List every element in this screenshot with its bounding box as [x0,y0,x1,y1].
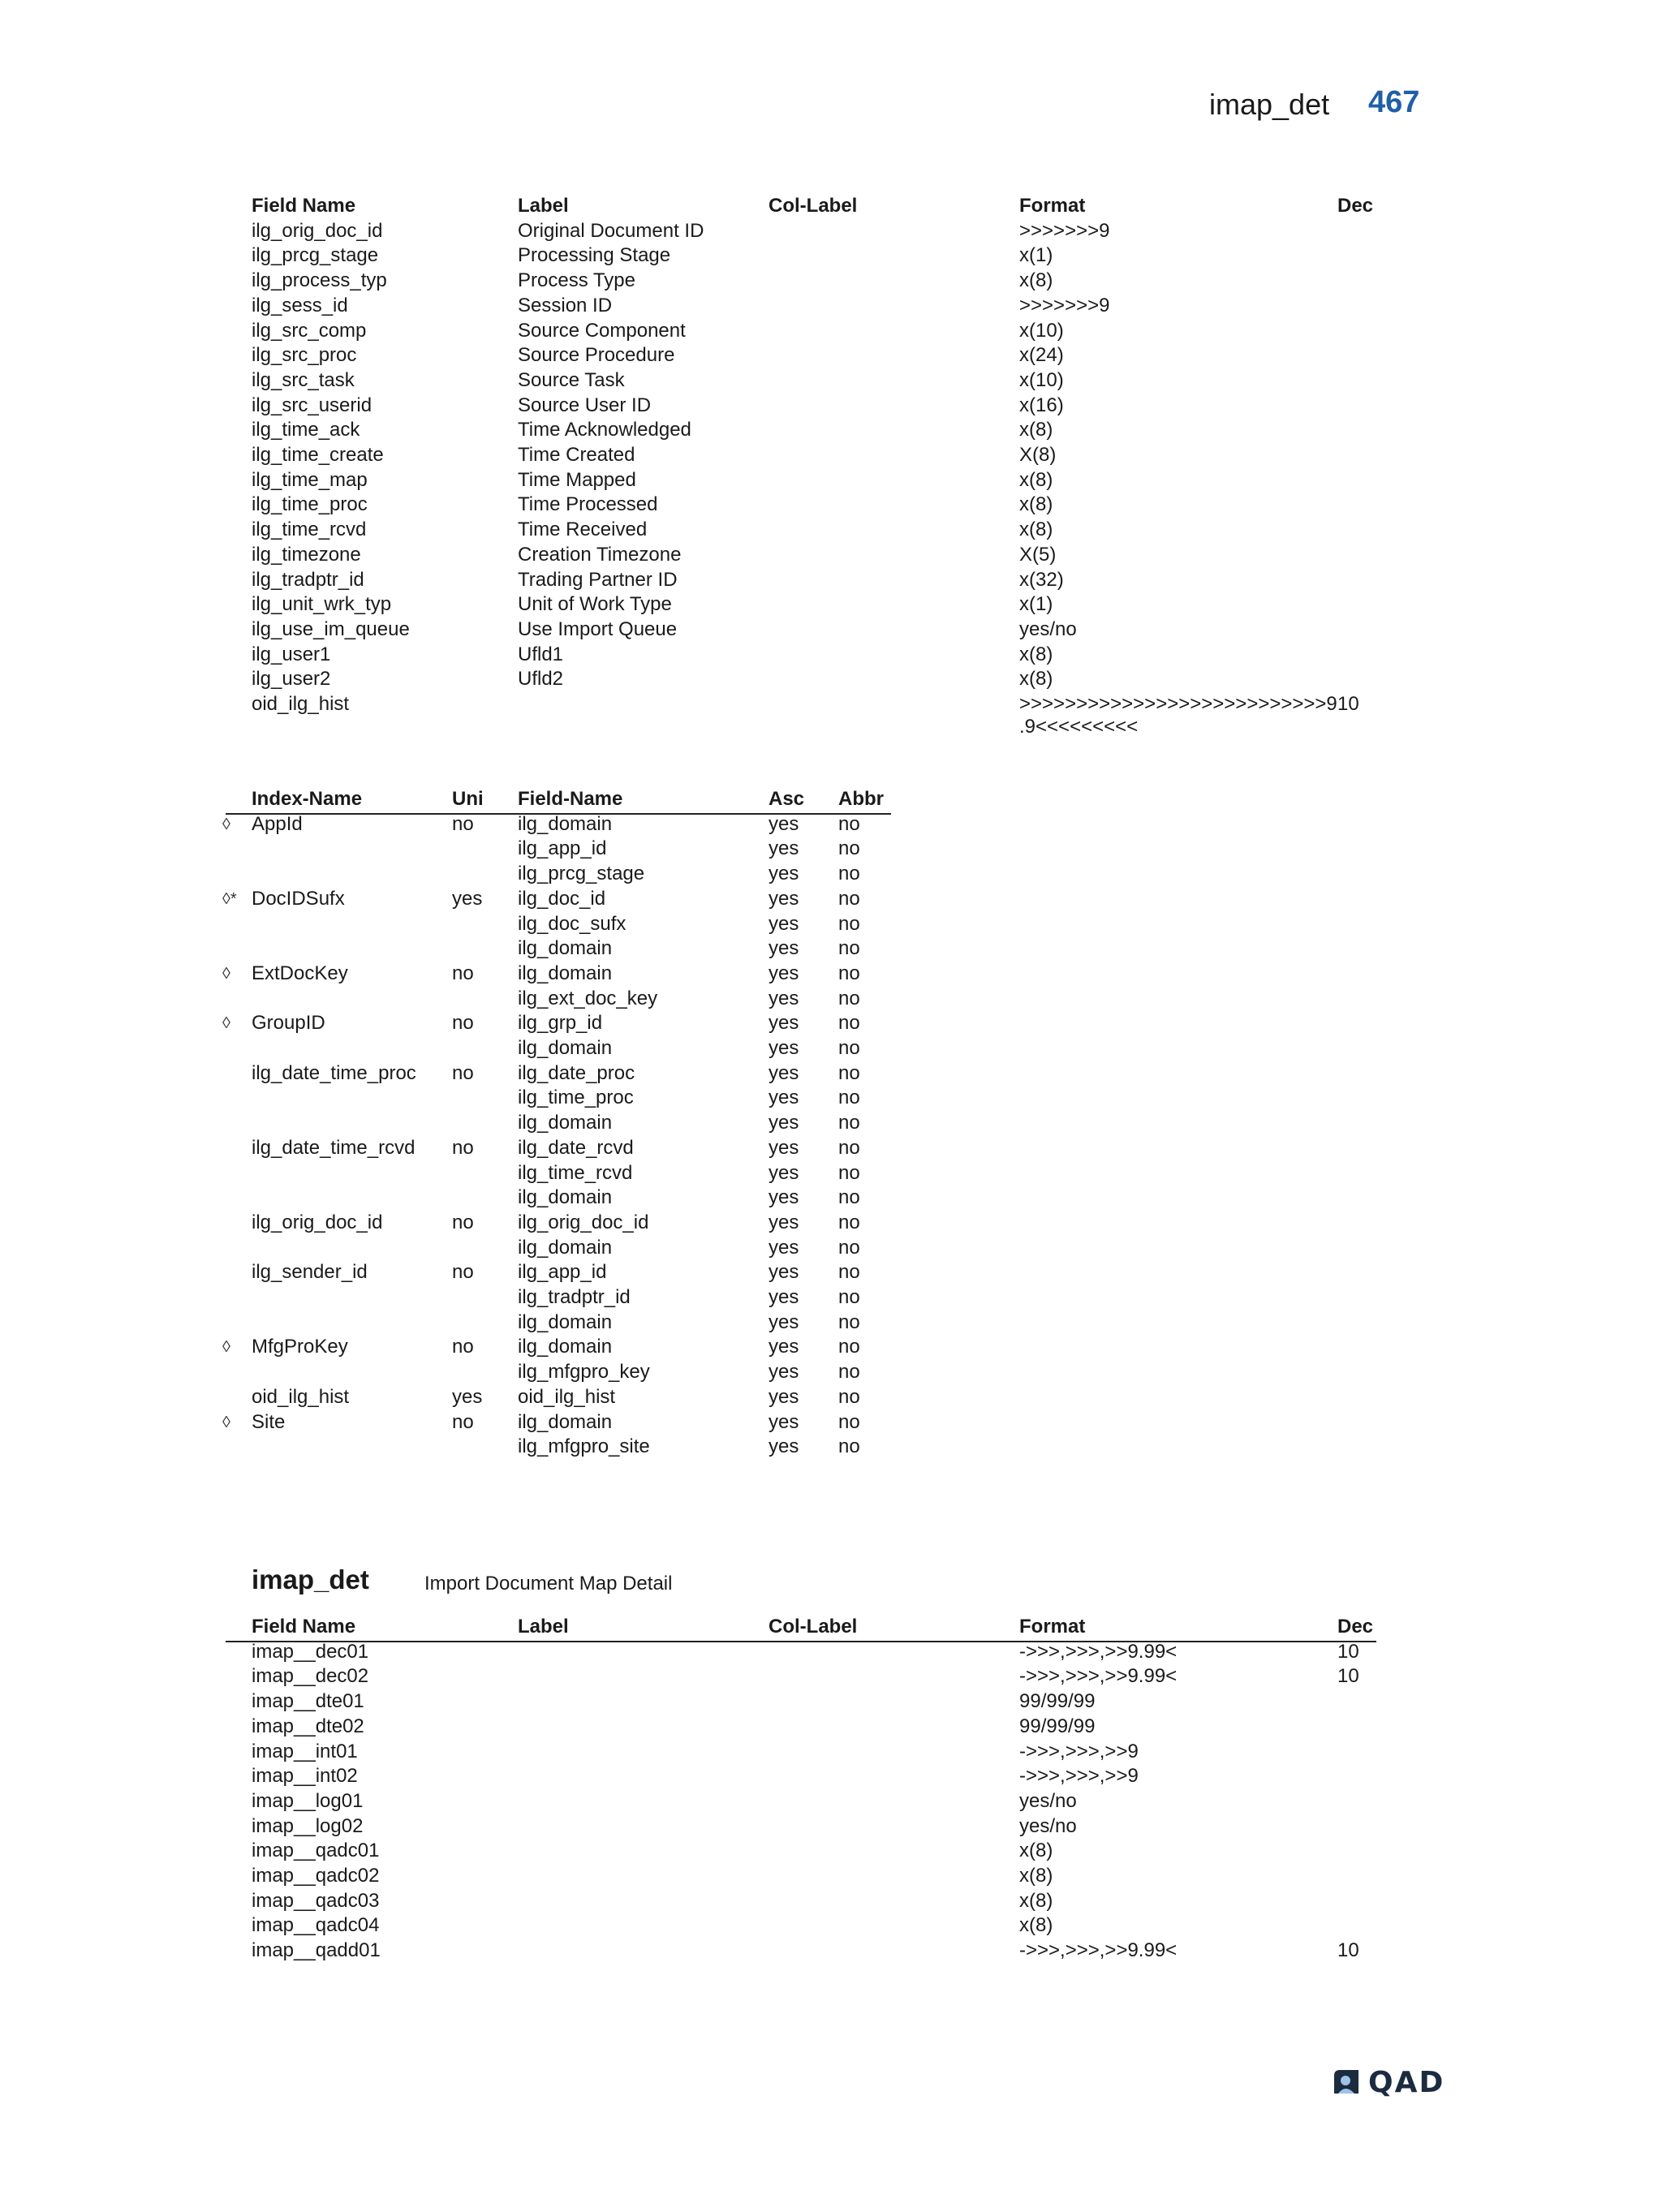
index-field-name: ilg_domain [518,1037,613,1059]
index-field-name: ilg_orig_doc_id [518,1211,649,1233]
field-format: ->>>,>>>,>>9 [1019,1740,1139,1762]
field-name: ilg_src_proc [252,344,357,367]
field-label: Time Acknowledged [518,419,691,441]
index-ascending: yes [769,1261,799,1284]
column-header-field-format: Format [1019,195,1086,217]
column-header-field-label: Label [518,1616,569,1637]
index-field-name: ilg_domain [518,1336,613,1358]
field-name: ilg_prcg_stage [252,244,379,267]
field-name: imap__dte02 [252,1715,364,1737]
index-field-name: oid_ilg_hist [518,1385,616,1408]
column-header-field-label: Label [518,195,569,217]
field-label: Time Processed [518,493,658,516]
index-abbreviated: no [838,912,860,935]
page-number: 467 [1368,85,1420,119]
index-ascending: yes [769,1087,799,1109]
index-abbreviated: no [838,1410,860,1433]
column-header-field-col-label: Col-Label [769,1616,858,1637]
column-header-abbreviated: Abbr [838,788,884,810]
field-label: Trading Partner ID [518,568,678,591]
qad-logo [1331,2068,1449,2100]
index-ascending: yes [769,1186,799,1209]
index-field-name: ilg_time_rcvd [518,1161,633,1184]
index-ascending: yes [769,837,799,860]
index-abbreviated: no [838,1310,860,1333]
field-name: ilg_time_ack [252,419,360,441]
index-name: ExtDocKey [252,962,348,984]
field-format: x(8) [1019,519,1053,541]
field-format: x(24) [1019,344,1064,367]
field-format: ->>>,>>>,>>9.99< [1019,1640,1178,1663]
index-name: ilg_date_time_rcvd [252,1136,416,1159]
field-format: x(32) [1019,568,1064,591]
index-abbreviated: no [838,1211,860,1233]
field-label: Source Component [518,319,686,342]
index-abbreviated: no [838,1112,860,1134]
index-unique: no [452,1061,474,1084]
field-name: ilg_src_userid [252,394,372,416]
field-label: Unit of Work Type [518,593,672,616]
header-rule [226,1641,1376,1642]
index-abbreviated: no [838,1012,860,1035]
field-format: yes/no [1019,618,1077,640]
column-header-index-name: Index-Name [252,788,363,810]
index-ascending: yes [769,1136,799,1159]
index-field-name: ilg_grp_id [518,1012,603,1035]
index-unique: no [452,1410,474,1433]
index-field-name: ilg_domain [518,937,613,960]
field-label: Processing Stage [518,244,671,267]
field-label: Process Type [518,269,635,292]
field-name: ilg_time_rcvd [252,519,367,541]
index-field-name: ilg_app_id [518,837,607,860]
index-field-name: ilg_doc_id [518,887,606,910]
field-format: x(8) [1019,643,1053,665]
field-format: x(8) [1019,493,1053,516]
index-field-name: ilg_date_proc [518,1061,635,1084]
field-format: >>>>>>>>>>>>>>>>>>>>>>>>>>>9 [1019,693,1337,715]
index-ascending: yes [769,1112,799,1134]
field-name: imap__qadc03 [252,1889,380,1912]
index-ascending: yes [769,937,799,960]
field-format: ->>>,>>>,>>9.99< [1019,1939,1178,1962]
qad-logo-text: QAD [1368,2066,1445,2099]
field-name: ilg_user2 [252,668,331,691]
index-abbreviated: no [838,1136,860,1159]
field-format: ->>>,>>>,>>9 [1019,1765,1139,1788]
index-abbreviated: no [838,1236,860,1259]
field-format: 99/99/99 [1019,1690,1096,1713]
index-field-name: ilg_tradptr_id [518,1286,631,1308]
index-abbreviated: no [838,1336,860,1358]
index-ascending: yes [769,1037,799,1059]
field-name: ilg_orig_doc_id [252,219,383,242]
field-format: x(8) [1019,1889,1053,1912]
field-format: X(5) [1019,543,1057,566]
field-name: imap__dec01 [252,1640,369,1663]
field-name: imap__qadc01 [252,1840,380,1862]
index-field-name: ilg_domain [518,1236,613,1259]
index-marker: ◊* [222,889,237,908]
index-field-name: ilg_domain [518,962,613,984]
index-abbreviated: no [838,1087,860,1109]
index-abbreviated: no [838,1186,860,1209]
field-format: x(8) [1019,1840,1053,1862]
field-label: Creation Timezone [518,543,682,566]
index-field-name: ilg_domain [518,1410,613,1433]
field-name: imap__qadc02 [252,1865,380,1887]
index-abbreviated: no [838,962,860,984]
field-format: X(8) [1019,444,1057,466]
table-description: Import Document Map Detail [424,1573,673,1594]
column-header-unique: Uni [452,788,484,810]
index-field-name: ilg_domain [518,1112,613,1134]
field-format: ->>>,>>>,>>9.99< [1019,1665,1178,1688]
field-name: ilg_process_typ [252,269,387,292]
index-marker: ◊ [222,1338,230,1357]
index-abbreviated: no [838,887,860,910]
field-label: Source User ID [518,394,652,416]
index-ascending: yes [769,987,799,1009]
index-abbreviated: no [838,1261,860,1284]
index-field-name: ilg_domain [518,1310,613,1333]
field-name: ilg_timezone [252,543,361,566]
index-ascending: yes [769,887,799,910]
index-field-name: ilg_app_id [518,1261,607,1284]
field-name: ilg_sess_id [252,294,348,316]
field-name: imap__dte01 [252,1690,364,1713]
index-marker: ◊ [222,815,230,833]
index-unique: no [452,1336,474,1358]
field-format: 99/99/99 [1019,1715,1096,1737]
page-header [1209,85,1420,128]
field-format: x(1) [1019,593,1053,616]
index-ascending: yes [769,1012,799,1035]
index-abbreviated: no [838,1161,860,1184]
index-ascending: yes [769,1361,799,1384]
field-name: imap__log02 [252,1814,364,1837]
field-format: x(8) [1019,668,1053,691]
index-name: ilg_date_time_proc [252,1061,416,1084]
index-field-name: ilg_domain [518,1186,613,1209]
index-abbreviated: no [838,1385,860,1408]
field-name: ilg_time_proc [252,493,368,516]
field-name: ilg_time_map [252,468,368,491]
index-ascending: yes [769,1161,799,1184]
field-name: ilg_src_task [252,368,355,391]
field-name: imap__dec02 [252,1665,369,1688]
index-abbreviated: no [838,1286,860,1308]
index-field-name: ilg_domain [518,812,613,835]
field-format: yes/no [1019,1789,1077,1812]
field-dec: 10 [1337,1939,1359,1962]
column-header-field-dec: Dec [1337,1616,1374,1637]
field-label: Time Created [518,444,635,466]
index-unique: no [452,1261,474,1284]
index-name: ilg_sender_id [252,1261,368,1284]
field-name: imap__log01 [252,1789,364,1812]
field-name: imap__int02 [252,1765,358,1788]
index-abbreviated: no [838,837,860,860]
column-header-field-name: Field-Name [518,788,623,810]
index-ascending: yes [769,1336,799,1358]
index-ascending: yes [769,1435,799,1458]
index-abbreviated: no [838,812,860,835]
column-header-field-format: Format [1019,1616,1086,1637]
column-header-field-col-label: Col-Label [769,195,858,217]
index-field-name: ilg_date_rcvd [518,1136,634,1159]
index-ascending: yes [769,912,799,935]
field-label: Source Task [518,368,625,391]
field-name: ilg_use_im_queue [252,618,410,640]
index-ascending: yes [769,1410,799,1433]
index-abbreviated: no [838,863,860,885]
index-ascending: yes [769,1286,799,1308]
index-abbreviated: no [838,1037,860,1059]
index-field-name: ilg_prcg_stage [518,863,645,885]
field-name: ilg_tradptr_id [252,568,364,591]
field-name: ilg_src_comp [252,319,367,342]
index-unique: no [452,1136,474,1159]
field-format: x(8) [1019,468,1053,491]
index-ascending: yes [769,863,799,885]
field-label: Ufld2 [518,668,564,691]
field-name: oid_ilg_hist [252,693,350,715]
index-unique: no [452,1211,474,1233]
index-name: Site [252,1410,286,1433]
index-marker: ◊ [222,964,230,983]
index-abbreviated: no [838,1061,860,1084]
field-format: x(8) [1019,269,1053,292]
index-name: DocIDSufx [252,887,345,910]
column-header-field-name: Field Name [252,195,356,217]
table-name-heading: imap_det [252,1564,369,1594]
index-ascending: yes [769,962,799,984]
index-name: oid_ilg_hist [252,1385,350,1408]
field-name: imap__qadc04 [252,1914,380,1937]
field-dec: 10 [1337,1665,1359,1688]
index-ascending: yes [769,1061,799,1084]
index-abbreviated: no [838,1435,860,1458]
index-unique: yes [452,1385,483,1408]
field-format: >>>>>>>9 [1019,294,1110,316]
field-format: x(10) [1019,319,1064,342]
index-unique: yes [452,887,483,910]
index-marker: ◊ [222,1413,230,1431]
field-dec: 10 [1337,1640,1359,1663]
field-format: x(16) [1019,394,1064,416]
index-ascending: yes [769,1310,799,1333]
index-field-name: ilg_ext_doc_key [518,987,658,1009]
field-label: Use Import Queue [518,618,678,640]
field-format: x(8) [1019,1865,1053,1887]
index-unique: no [452,962,474,984]
field-name: imap__int01 [252,1740,358,1762]
index-name: AppId [252,812,303,835]
index-field-name: ilg_mfgpro_site [518,1435,650,1458]
field-name: imap__qadd01 [252,1939,381,1962]
page-header-title: imap_det [1209,88,1330,121]
index-unique: no [452,812,474,835]
field-format-continuation: .9<<<<<<<<< [1019,715,1139,738]
field-dec: 10 [1337,693,1359,715]
column-header-ascending: Asc [769,788,805,810]
index-field-name: ilg_time_proc [518,1087,634,1109]
index-ascending: yes [769,1211,799,1233]
field-format: >>>>>>>9 [1019,219,1110,242]
field-label: Time Mapped [518,468,636,491]
field-format: x(10) [1019,368,1064,391]
field-label: Ufld1 [518,643,564,665]
index-abbreviated: no [838,1361,860,1384]
index-abbreviated: no [838,987,860,1009]
index-field-name: ilg_doc_sufx [518,912,626,935]
index-marker: ◊ [222,1014,230,1033]
index-name: ilg_orig_doc_id [252,1211,383,1233]
field-format: x(8) [1019,419,1053,441]
field-format: x(1) [1019,244,1053,267]
index-name: MfgProKey [252,1336,348,1358]
field-format: yes/no [1019,1814,1077,1837]
field-label: Session ID [518,294,613,316]
index-ascending: yes [769,1236,799,1259]
field-name: ilg_time_create [252,444,384,466]
field-label: Time Received [518,519,648,541]
field-name: ilg_user1 [252,643,331,665]
column-header-field-dec: Dec [1337,195,1374,217]
index-name: GroupID [252,1012,325,1035]
index-unique: no [452,1012,474,1035]
qad-logo-icon [1331,2068,1363,2095]
field-label: Original Document ID [518,219,704,242]
field-label: Source Procedure [518,344,675,367]
field-name: ilg_unit_wrk_typ [252,593,392,616]
index-abbreviated: no [838,937,860,960]
index-field-name: ilg_mfgpro_key [518,1361,650,1384]
index-ascending: yes [769,812,799,835]
field-format: x(8) [1019,1914,1053,1937]
index-ascending: yes [769,1385,799,1408]
column-header-field-name: Field Name [252,1616,356,1637]
